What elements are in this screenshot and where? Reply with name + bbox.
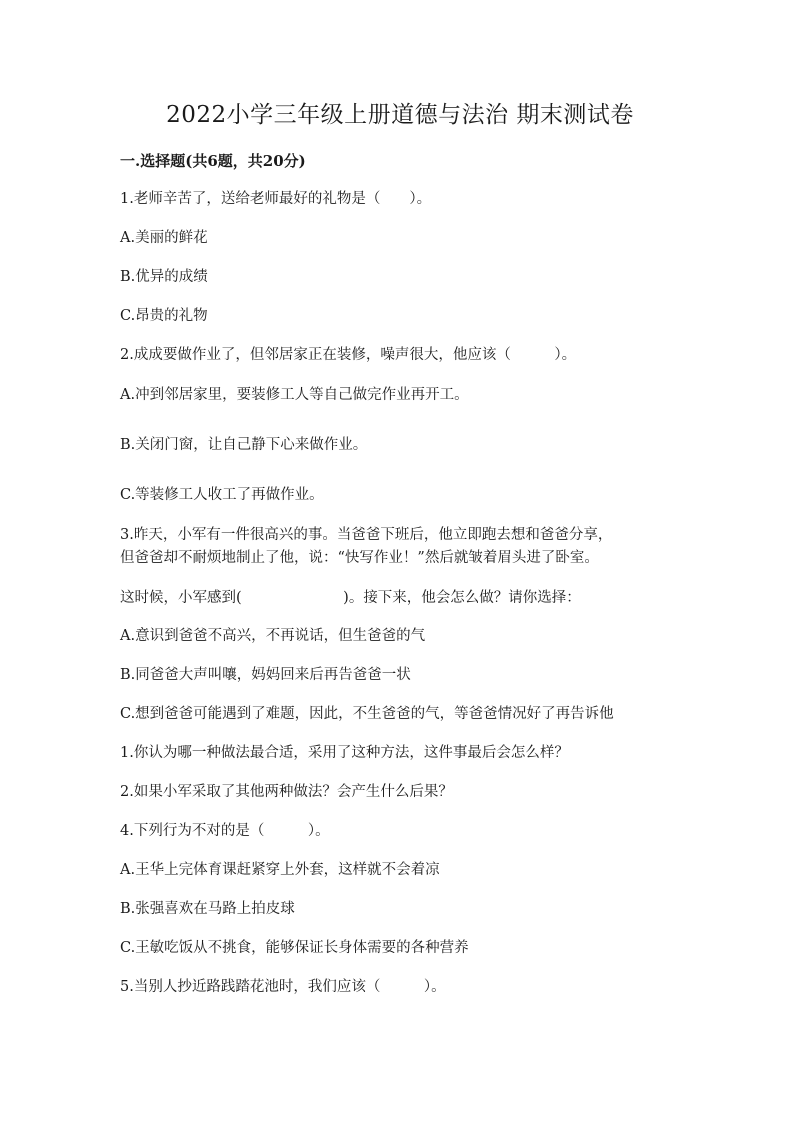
question-1-option-c: C.昂贵的礼物: [120, 308, 208, 324]
question-3-stem-line-1: 3.昨天，小军有一件很高兴的事。当爸爸下班后，他立即跑去想和爸爸分享，: [120, 527, 613, 543]
question-3-option-a: A.意识到爸爸不高兴，不再说话，但生爸爸的气: [120, 628, 426, 644]
question-3-stem-line-2: 但爸爸却不耐烦地制止了他，说：“快写作业！”然后就皱着眉头进了卧室。: [120, 550, 599, 566]
question-4-option-b: B.张强喜欢在马路上拍皮球: [120, 901, 295, 917]
question-1-option-b: B.优异的成绩: [120, 269, 208, 285]
question-2-option-a: A.冲到邻居家里，要装修工人等自己做完作业再开工。: [120, 387, 469, 403]
question-2-option-b: B.关闭门窗，让自己静下心来做作业。: [120, 437, 368, 453]
question-4-option-c: C.王敏吃饭从不挑食，能够保证长身体需要的各种营养: [120, 940, 469, 956]
question-5-stem: 5.当别人抄近路践踏花池时，我们应该（ ）。: [120, 979, 446, 995]
question-1-stem: 1.老师辛苦了，送给老师最好的礼物是（ ）。: [120, 191, 432, 207]
question-3-sub-question-2: 2.如果小军采取了其他两种做法？会产生什么后果？: [120, 784, 453, 800]
section-heading: 一.选择题(共6题，共20分): [120, 152, 306, 170]
question-3-stem-line-3: 这时候，小军感到( )。接下来，他会怎么做？请你选择：: [120, 590, 581, 606]
question-2-stem: 2.成成要做作业了，但邻居家正在装修，噪声很大，他应该（ ）。: [120, 347, 577, 363]
question-2-option-c: C.等装修工人收工了再做作业。: [120, 487, 324, 503]
question-4-stem: 4.下列行为不对的是（ ）。: [120, 823, 330, 839]
page-title: 2022小学三年级上册道德与法治 期末测试卷: [166, 102, 634, 128]
question-3-option-c: C.想到爸爸可能遇到了难题，因此，不生爸爸的气，等爸爸情况好了再告诉他: [120, 706, 614, 722]
question-3-sub-question-1: 1.你认为哪一种做法最合适，采用了这种方法，这件事最后会怎么样？: [120, 745, 569, 761]
question-4-option-a: A.王华上完体育课赶紧穿上外套，这样就不会着凉: [120, 862, 440, 878]
question-3-option-b: B.同爸爸大声叫嚷，妈妈回来后再告爸爸一状: [120, 667, 411, 683]
question-1-option-a: A.美丽的鲜花: [120, 230, 208, 246]
